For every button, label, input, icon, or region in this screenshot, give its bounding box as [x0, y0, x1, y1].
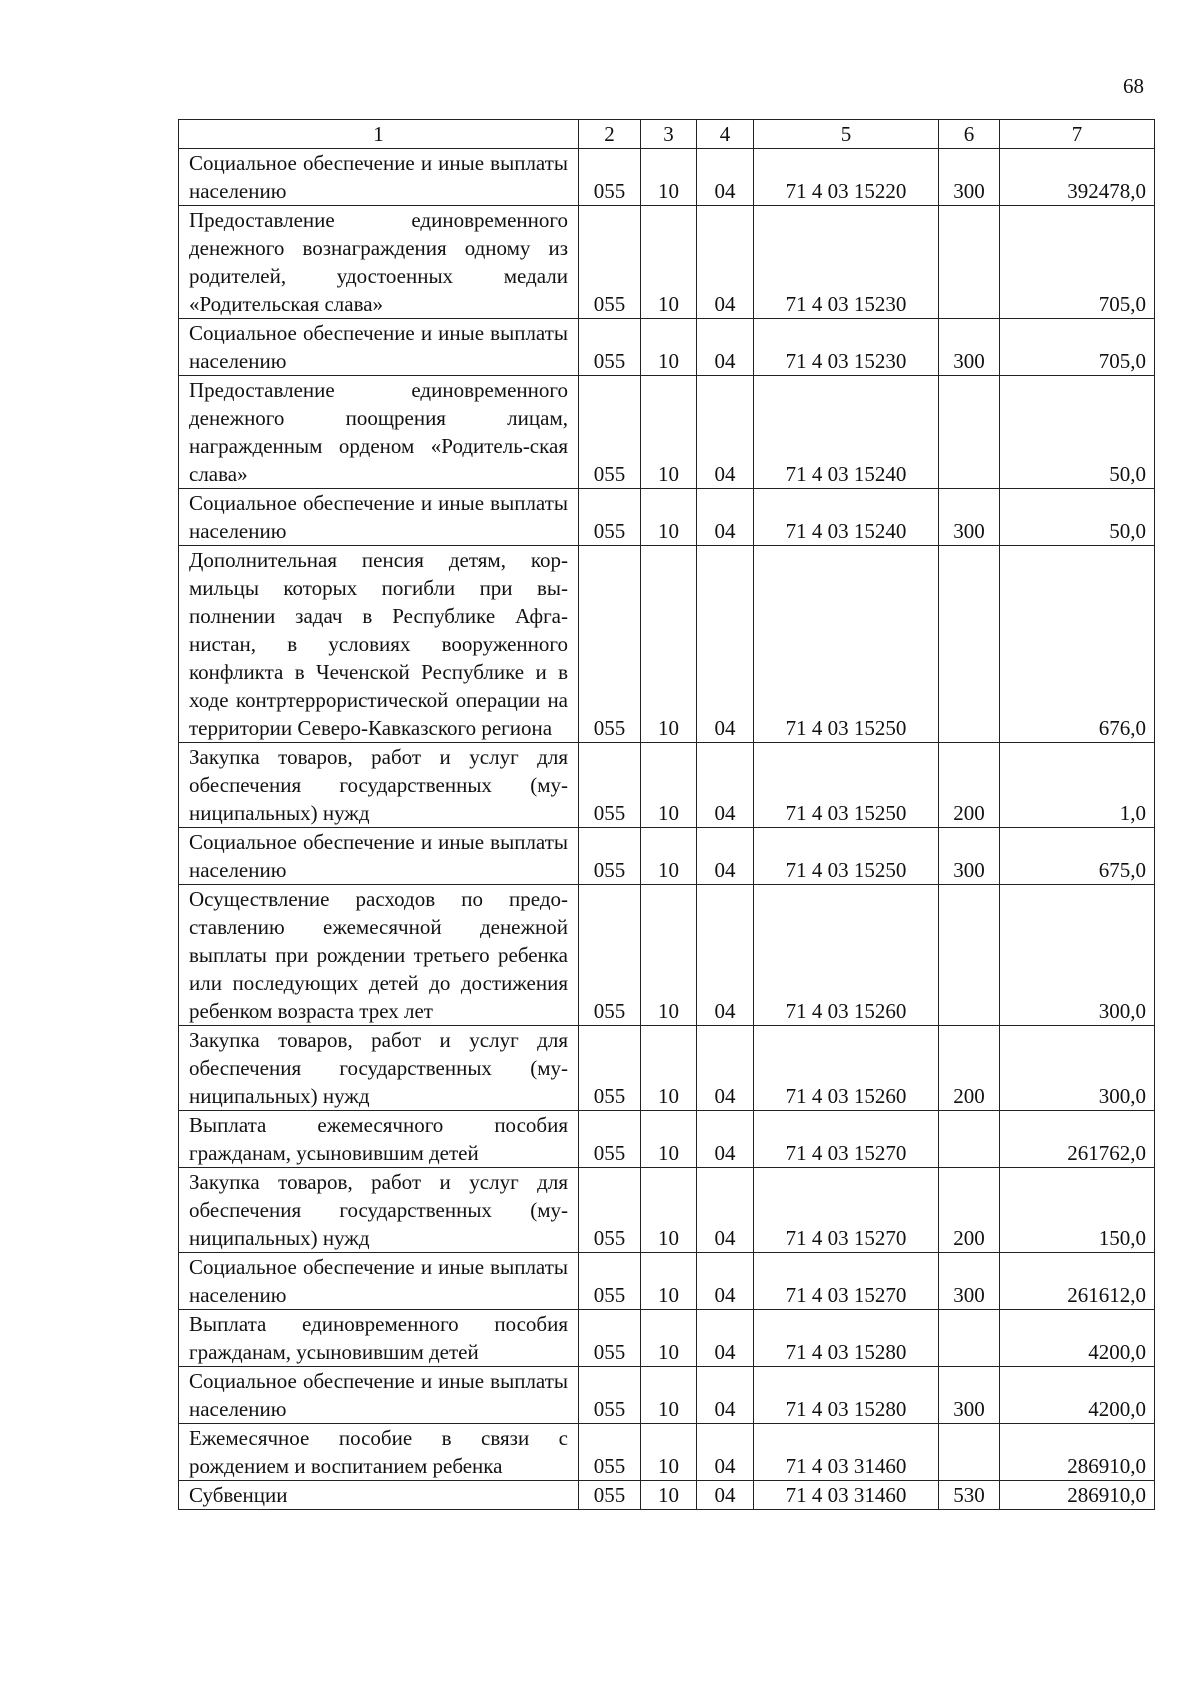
code-4-cell: 04 — [697, 149, 754, 206]
target-article-cell: 71 4 03 15260 — [754, 1026, 939, 1111]
expense-type-cell: 200 — [939, 743, 1000, 828]
expense-name-cell: Социальное обеспечение и иные выплаты населению — [179, 149, 579, 206]
code-4-cell: 04 — [697, 828, 754, 885]
amount-cell: 4200,0 — [1000, 1367, 1155, 1424]
code-4-cell: 04 — [697, 1111, 754, 1168]
code-2-cell: 055 — [579, 1367, 641, 1424]
code-3-cell: 10 — [641, 319, 697, 376]
target-article-cell: 71 4 03 15230 — [754, 206, 939, 319]
code-3-cell: 10 — [641, 1026, 697, 1111]
code-2-cell: 055 — [579, 885, 641, 1026]
expense-name-cell: Закупка товаров, работ и услуг для обеспечения государственных (му-ниципальных) нужд — [179, 1168, 579, 1253]
code-4-cell: 04 — [697, 885, 754, 1026]
target-article-cell: 71 4 03 31460 — [754, 1481, 939, 1510]
code-2-cell: 055 — [579, 1310, 641, 1367]
code-3-cell: 10 — [641, 1310, 697, 1367]
target-article-cell: 71 4 03 15240 — [754, 489, 939, 546]
table-row — [179, 1481, 1155, 1510]
expense-type-cell: 300 — [939, 828, 1000, 885]
table-row — [179, 376, 1155, 489]
code-4-cell: 04 — [697, 743, 754, 828]
header-cell-7: 7 — [1000, 120, 1155, 149]
expense-type-cell — [939, 376, 1000, 489]
code-3-cell: 10 — [641, 885, 697, 1026]
code-3-cell: 10 — [641, 546, 697, 743]
code-3-cell: 10 — [641, 1481, 697, 1510]
code-2-cell: 055 — [579, 1481, 641, 1510]
code-3-cell: 10 — [641, 828, 697, 885]
budget-table — [178, 119, 1155, 1510]
table-row — [179, 1026, 1155, 1111]
code-3-cell: 10 — [641, 489, 697, 546]
amount-cell: 261762,0 — [1000, 1111, 1155, 1168]
amount-cell: 4200,0 — [1000, 1310, 1155, 1367]
amount-cell: 675,0 — [1000, 828, 1155, 885]
expense-name-cell: Выплата единовременного пособия гражданам, усыновившим детей — [179, 1310, 579, 1367]
code-3-cell: 10 — [641, 1424, 697, 1481]
table-row — [179, 1253, 1155, 1310]
expense-name-cell: Дополнительная пенсия детям, кор-мильцы которых погибли при вы-полнении задач в Республике Афга-нистан, в условиях вооруженного конфликта в Чеченской Республике и в ходе контртеррористической операции на территории Северо-Кавказского региона — [179, 546, 579, 743]
header-cell-2: 2 — [579, 120, 641, 149]
code-3-cell: 10 — [641, 376, 697, 489]
target-article-cell: 71 4 03 15260 — [754, 885, 939, 1026]
code-3-cell: 10 — [641, 743, 697, 828]
header-cell-5: 5 — [754, 120, 939, 149]
expense-type-cell: 300 — [939, 489, 1000, 546]
target-article-cell: 71 4 03 15240 — [754, 376, 939, 489]
table-row — [179, 1111, 1155, 1168]
target-article-cell: 71 4 03 31460 — [754, 1424, 939, 1481]
table-header — [179, 120, 1155, 149]
expense-name-cell: Закупка товаров, работ и услуг для обеспечения государственных (му-ниципальных) нужд — [179, 1026, 579, 1111]
target-article-cell: 71 4 03 15270 — [754, 1168, 939, 1253]
expense-name-cell: Предоставление единовременного денежного поощрения лицам, награжденным орденом «Родитель-ская слава» — [179, 376, 579, 489]
table-row — [179, 206, 1155, 319]
expense-type-cell: 200 — [939, 1168, 1000, 1253]
expense-name-cell: Социальное обеспечение и иные выплаты населению — [179, 1253, 579, 1310]
code-3-cell: 10 — [641, 206, 697, 319]
amount-cell: 286910,0 — [1000, 1481, 1155, 1510]
amount-cell: 705,0 — [1000, 319, 1155, 376]
code-4-cell: 04 — [697, 1367, 754, 1424]
code-2-cell: 055 — [579, 1026, 641, 1111]
target-article-cell: 71 4 03 15250 — [754, 828, 939, 885]
code-4-cell: 04 — [697, 1026, 754, 1111]
table-row — [179, 149, 1155, 206]
expense-type-cell: 300 — [939, 1253, 1000, 1310]
expense-name-cell: Осуществление расходов по предо-ставлению ежемесячной денежной выплаты при рождении третьего ребенка или последующих детей до достижения ребенком возраста трех лет — [179, 885, 579, 1026]
header-cell-4: 4 — [697, 120, 754, 149]
expense-name-cell: Закупка товаров, работ и услуг для обеспечения государственных (му-ниципальных) нужд — [179, 743, 579, 828]
amount-cell: 676,0 — [1000, 546, 1155, 743]
table-row — [179, 1424, 1155, 1481]
header-cell-3: 3 — [641, 120, 697, 149]
code-2-cell: 055 — [579, 489, 641, 546]
amount-cell: 261612,0 — [1000, 1253, 1155, 1310]
code-4-cell: 04 — [697, 1424, 754, 1481]
target-article-cell: 71 4 03 15230 — [754, 319, 939, 376]
target-article-cell: 71 4 03 15280 — [754, 1367, 939, 1424]
code-3-cell: 10 — [641, 1168, 697, 1253]
table-row — [179, 489, 1155, 546]
table-row — [179, 828, 1155, 885]
table-body — [179, 149, 1155, 1510]
expense-name-cell: Ежемесячное пособие в связи с рождением и воспитанием ребенка — [179, 1424, 579, 1481]
expense-name-cell: Социальное обеспечение и иные выплаты населению — [179, 1367, 579, 1424]
expense-type-cell — [939, 1310, 1000, 1367]
code-3-cell: 10 — [641, 1367, 697, 1424]
code-2-cell: 055 — [579, 1168, 641, 1253]
expense-type-cell — [939, 1111, 1000, 1168]
code-3-cell: 10 — [641, 1253, 697, 1310]
expense-name-cell: Субвенции — [179, 1481, 579, 1510]
expense-name-cell: Социальное обеспечение и иные выплаты населению — [179, 319, 579, 376]
code-4-cell: 04 — [697, 1310, 754, 1367]
amount-cell: 300,0 — [1000, 885, 1155, 1026]
amount-cell: 150,0 — [1000, 1168, 1155, 1253]
expense-type-cell: 300 — [939, 149, 1000, 206]
code-2-cell: 055 — [579, 319, 641, 376]
table-row — [179, 1168, 1155, 1253]
code-4-cell: 04 — [697, 1481, 754, 1510]
code-2-cell: 055 — [579, 376, 641, 489]
code-2-cell: 055 — [579, 546, 641, 743]
expense-type-cell — [939, 206, 1000, 319]
code-4-cell: 04 — [697, 1168, 754, 1253]
target-article-cell: 71 4 03 15270 — [754, 1253, 939, 1310]
expense-type-cell: 300 — [939, 319, 1000, 376]
code-4-cell: 04 — [697, 376, 754, 489]
table-row — [179, 743, 1155, 828]
target-article-cell: 71 4 03 15250 — [754, 743, 939, 828]
code-4-cell: 04 — [697, 546, 754, 743]
amount-cell: 286910,0 — [1000, 1424, 1155, 1481]
amount-cell: 300,0 — [1000, 1026, 1155, 1111]
expense-type-cell: 530 — [939, 1481, 1000, 1510]
amount-cell: 705,0 — [1000, 206, 1155, 319]
code-2-cell: 055 — [579, 1253, 641, 1310]
expense-name-cell: Предоставление единовременного денежного вознаграждения одному из родителей, удостоенных медали «Родительская слава» — [179, 206, 579, 319]
table-row — [179, 1310, 1155, 1367]
code-2-cell: 055 — [579, 1424, 641, 1481]
table-row — [179, 546, 1155, 743]
table-row — [179, 319, 1155, 376]
amount-cell: 50,0 — [1000, 489, 1155, 546]
code-4-cell: 04 — [697, 319, 754, 376]
amount-cell: 392478,0 — [1000, 149, 1155, 206]
expense-type-cell — [939, 1424, 1000, 1481]
code-2-cell: 055 — [579, 743, 641, 828]
code-4-cell: 04 — [697, 489, 754, 546]
code-4-cell: 04 — [697, 206, 754, 319]
page-number: 68 — [1123, 74, 1144, 98]
code-3-cell: 10 — [641, 1111, 697, 1168]
expense-name-cell: Выплата ежемесячного пособия гражданам, усыновившим детей — [179, 1111, 579, 1168]
amount-cell: 1,0 — [1000, 743, 1155, 828]
header-cell-6: 6 — [939, 120, 1000, 149]
target-article-cell: 71 4 03 15280 — [754, 1310, 939, 1367]
expense-name-cell: Социальное обеспечение и иные выплаты населению — [179, 489, 579, 546]
amount-cell: 50,0 — [1000, 376, 1155, 489]
table-row — [179, 1367, 1155, 1424]
code-4-cell: 04 — [697, 1253, 754, 1310]
expense-type-cell: 200 — [939, 1026, 1000, 1111]
table-row — [179, 885, 1155, 1026]
code-2-cell: 055 — [579, 149, 641, 206]
code-3-cell: 10 — [641, 149, 697, 206]
expense-type-cell — [939, 885, 1000, 1026]
expense-type-cell — [939, 546, 1000, 743]
header-row — [179, 120, 1155, 149]
expense-type-cell: 300 — [939, 1367, 1000, 1424]
code-2-cell: 055 — [579, 206, 641, 319]
code-2-cell: 055 — [579, 1111, 641, 1168]
expense-name-cell: Социальное обеспечение и иные выплаты населению — [179, 828, 579, 885]
target-article-cell: 71 4 03 15220 — [754, 149, 939, 206]
header-cell-1: 1 — [179, 120, 579, 149]
target-article-cell: 71 4 03 15270 — [754, 1111, 939, 1168]
code-2-cell: 055 — [579, 828, 641, 885]
target-article-cell: 71 4 03 15250 — [754, 546, 939, 743]
